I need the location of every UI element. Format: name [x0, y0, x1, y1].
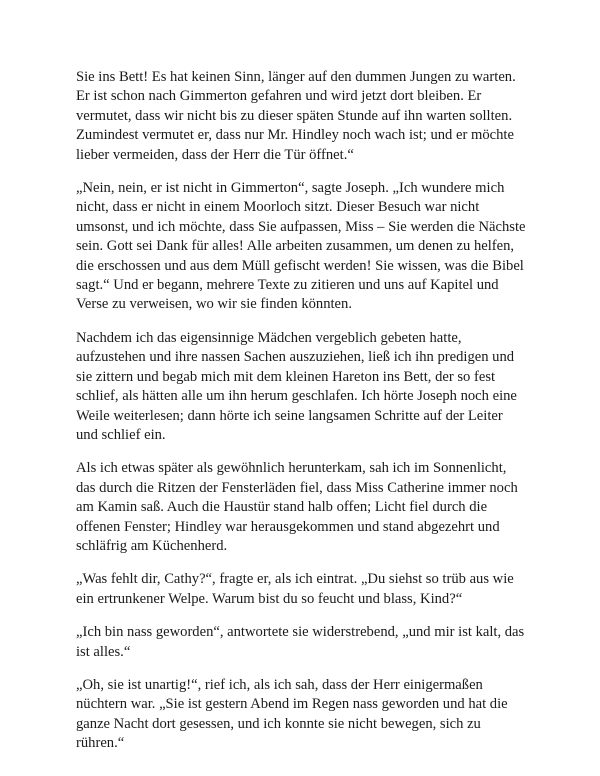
- paragraph-1: Sie ins Bett! Es hat keinen Sinn, länger auf den dummen Jungen zu warten. Er ist schon nach Gimmerton gefahren und wird jetzt dort bleiben. Er vermutet, dass wir nicht bis zu dieser späten Stunde auf ihn warten sollten. Zumindest vermutet er, dass nur Mr. Hindley noch wach ist; und er möchte lieber vermeiden, dass der Herr die Tür öffnet.“: [76, 69, 516, 163]
- body-text: [76, 68, 528, 768]
- paragraph-4: Als ich etwas später als gewöhnlich herunterkam, sah ich im Sonnenlicht, das durch die Ritzen der Fensterläden fiel, dass Miss Catherine immer noch am Kamin saß. Auch die Haustür stand halb offen; Licht fiel durch die offenen Fenster; Hindley war herausgekommen und stand abgezehrt und schläfrig am Küchenherd.: [76, 460, 518, 554]
- paragraph-7: „Oh, sie ist unartig!“, rief ich, als ich sah, dass der Herr einigermaßen nüchtern war. „Sie ist gestern Abend im Regen nass geworden und hat die ganze Nacht dort gesessen, und ich konnte sie nicht bewegen, sich zu rühren.“: [76, 676, 508, 752]
- paragraph-6: „Ich bin nass geworden“, antwortete sie widerstrebend, „und mir ist kalt, das ist alles.“: [76, 624, 525, 660]
- paragraph-2: „Nein, nein, er ist nicht in Gimmerton“, sagte Joseph. „Ich wundere mich nicht, dass er nicht in einem Moorloch sitzt. Dieser Besuch war nicht umsonst, und ich möchte, dass Sie aufpassen, Miss – Sie werden die Nächste sein. Gott sei Dank für alles! Alle arbeiten zusammen, um denen zu helfen, die erschossen und aus dem Müll gefischt werden! Sie wissen, was die Bibel sagt.“ Und er begann, mehrere Texte zu zitieren und uns auf Kapitel und Verse zu verweisen, wo wir sie finden könnten.: [76, 180, 526, 313]
- paragraph-3: Nachdem ich das eigensinnige Mädchen vergeblich gebeten hatte, aufzustehen und ihre nassen Sachen auszuziehen, ließ ich ihn predigen und sie zittern und begab mich mit dem kleinen Hareton ins Bett, der so fest schlief, als hätten alle um ihn herum geschlafen. Ich hörte Joseph noch eine Weile weiterlesen; dann hörte ich seine langsamen Schritte auf der Leiter und schlief ein.: [76, 329, 517, 443]
- paragraph-5: „Was fehlt dir, Cathy?“, fragte er, als ich eintrat. „Du siehst so trüb aus wie ein ertrunkener Welpe. Warum bist du so feucht und blass, Kind?“: [76, 571, 514, 607]
